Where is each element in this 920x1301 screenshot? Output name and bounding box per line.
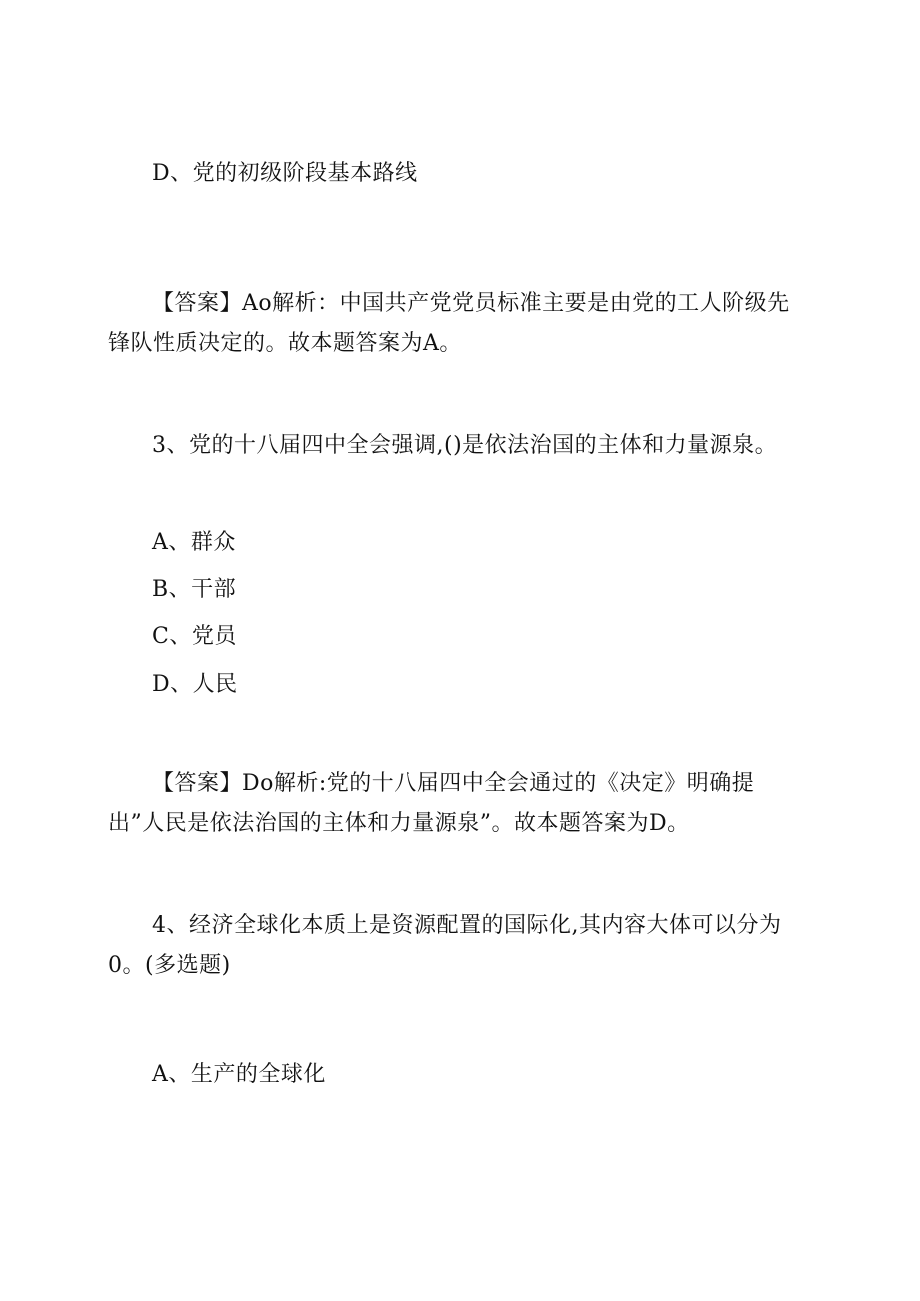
q2-answer-line1: 【答案】Ao解析：中国共产党党员标准主要是由党的工人阶级先: [152, 291, 790, 316]
q2-answer-line2: 锋队性质决定的。故本题答案为A。: [108, 331, 462, 356]
q3-question: 3、党的十八届四中全会强调,()是依法治国的主体和力量源泉。: [152, 433, 778, 458]
q4-question-line2: 0。(多选题): [108, 953, 231, 978]
q3-option-b: B、干部: [152, 577, 237, 602]
q3-option-c: C、党员: [152, 624, 237, 649]
q2-answer: [108, 284, 828, 364]
q3-answer-line2: 出”人民是依法治国的主体和力量源泉”。故本题答案为D。: [108, 811, 690, 836]
q2-option-d: D、党的初级阶段基本路线: [152, 161, 418, 186]
q4-option-a: A、生产的全球化: [152, 1062, 326, 1087]
q3-answer-line1: 【答案】Do解析:党的十八届四中全会通过的《决定》明确提: [152, 771, 755, 796]
q4-question-line1: 4、经济全球化本质上是资源配置的国际化,其内容大体可以分为: [152, 913, 782, 938]
q3-option-d: D、人民: [152, 672, 238, 697]
q4-question: [108, 906, 828, 986]
q3-option-a: A、群众: [152, 530, 236, 555]
q3-answer: [108, 764, 828, 844]
